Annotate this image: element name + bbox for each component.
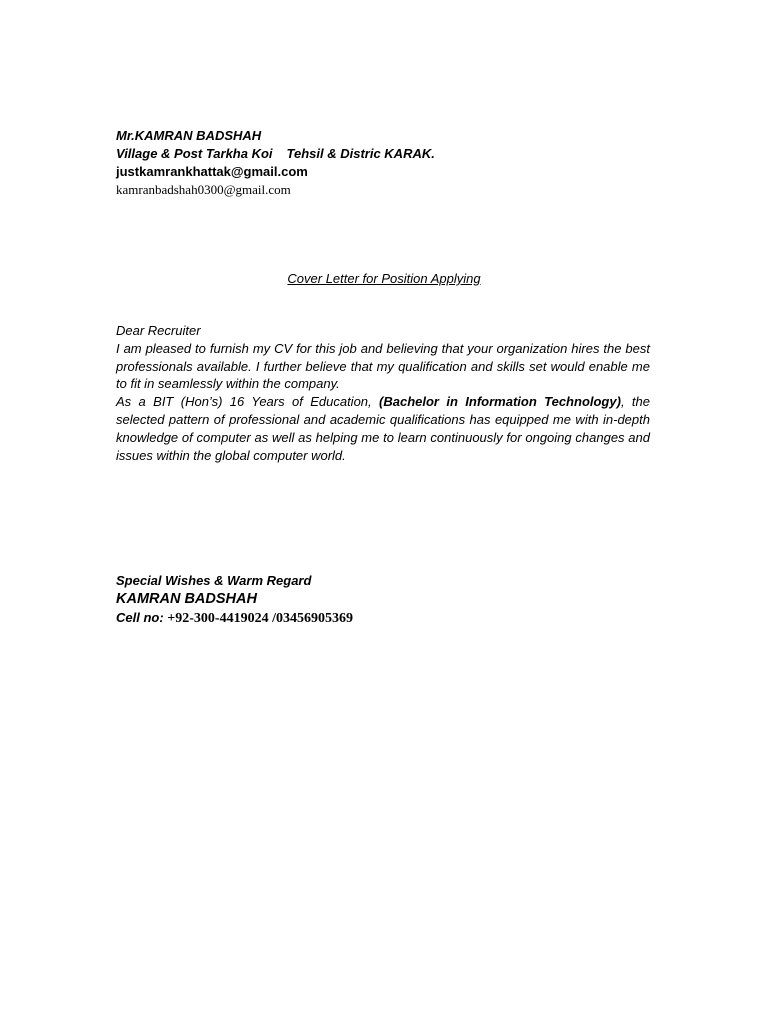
paragraph-2-end: , the selected pattern of professional and academic qualifications has equipped me with in-depth knowledge of computer as well as helping me to learn continuously for ongoing changes and issues within the global computer world. [116,394,650,463]
paragraph-2-start: As a BIT (Hon’s) 16 Years of Education, [116,394,380,410]
letter-closing [116,572,656,628]
sender-email-secondary: kamranbadshah0300@gmail.com [116,182,291,197]
address-district: Tehsil & Distric KARAK. [286,146,435,161]
sender-email-primary: justkamrankhattak@gmail.com [116,164,308,179]
body-paragraph-2 [116,393,650,464]
address-village: Village & Post Tarkha Koi [116,146,273,161]
letter-subject: Cover Letter for Position Applying [287,271,481,286]
cell-number [116,609,656,628]
cell-numbers: +92-300-4419024 /03456905369 [167,611,353,626]
sender-header [116,127,656,199]
signature-name: KAMRAN BADSHAH [116,591,257,607]
body-paragraph-1: I am pleased to furnish my CV for this job and believing that your organization hires the best professionals available. I further believe that my qualification and skills set would enable me to fit in seamlessly within the company. [116,340,650,392]
sender-name: Mr.KAMRAN BADSHAH [116,128,262,143]
closing-wishes: Special Wishes & Warm Regard [116,573,312,588]
salutation: Dear Recruiter [116,323,201,338]
letter-body [116,322,650,464]
sender-address [116,145,656,163]
cell-label: Cell no: [116,610,168,625]
degree-highlight: (Bachelor in Information Technology) [379,394,621,410]
